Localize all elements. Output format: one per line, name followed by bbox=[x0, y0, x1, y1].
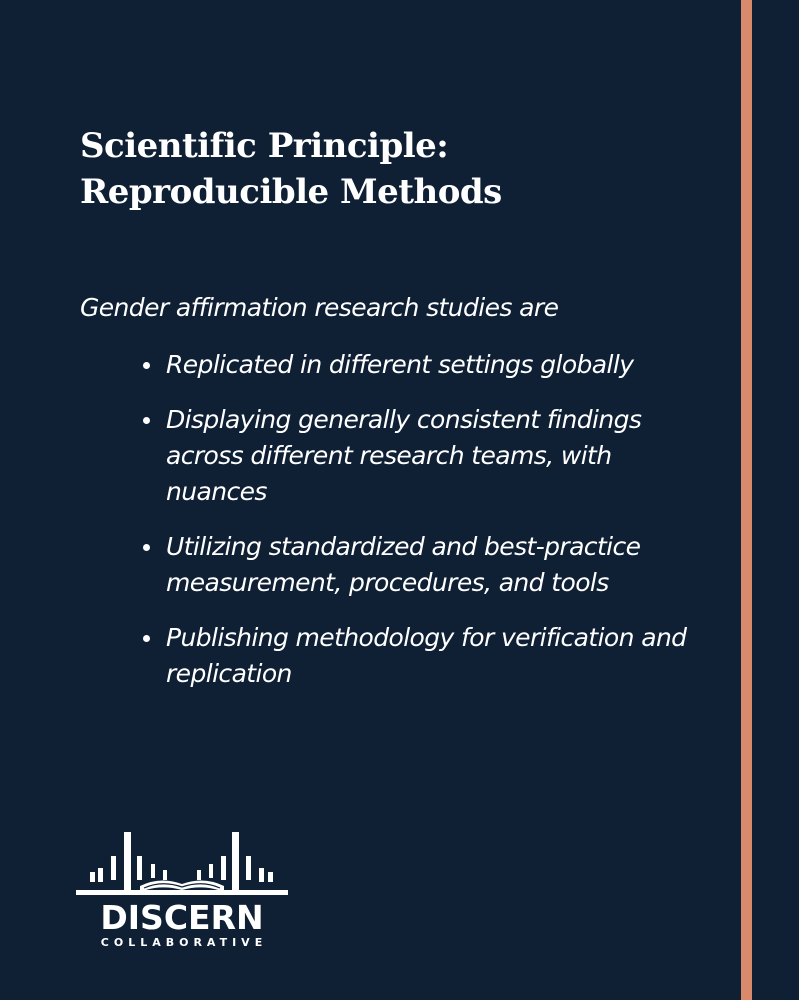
bullet-text: Utilizing standardized and best-practice measurement, procedures, and tools bbox=[166, 532, 641, 597]
discern-logo bbox=[74, 826, 294, 958]
bullet-item bbox=[166, 402, 706, 510]
bullet-text: Displaying generally consistent findings across different research teams, with nuances bbox=[166, 405, 642, 506]
bullet-item bbox=[166, 529, 706, 601]
logo-subtitle: COLLABORATIVE bbox=[100, 936, 268, 949]
intro-text: Gender affirmation research studies are bbox=[80, 293, 559, 322]
bridge-book-icon bbox=[74, 826, 294, 906]
bullet-dot-icon bbox=[143, 417, 150, 424]
title-line-2: Reproducible Methods bbox=[80, 172, 502, 212]
title-line-1: Scientific Principle: bbox=[80, 126, 449, 166]
bullet-item bbox=[166, 347, 706, 383]
bullet-dot-icon bbox=[143, 362, 150, 369]
slide-title bbox=[80, 123, 720, 215]
bullet-list bbox=[166, 347, 706, 711]
bullet-dot-icon bbox=[143, 544, 150, 551]
bullet-text: Replicated in different settings globally bbox=[166, 350, 634, 379]
accent-stripe bbox=[741, 0, 752, 1000]
bullet-item bbox=[166, 620, 706, 692]
logo-name: DISCERN bbox=[100, 898, 264, 937]
bullet-dot-icon bbox=[143, 635, 150, 642]
bullet-text: Publishing methodology for verification and replication bbox=[166, 623, 687, 688]
